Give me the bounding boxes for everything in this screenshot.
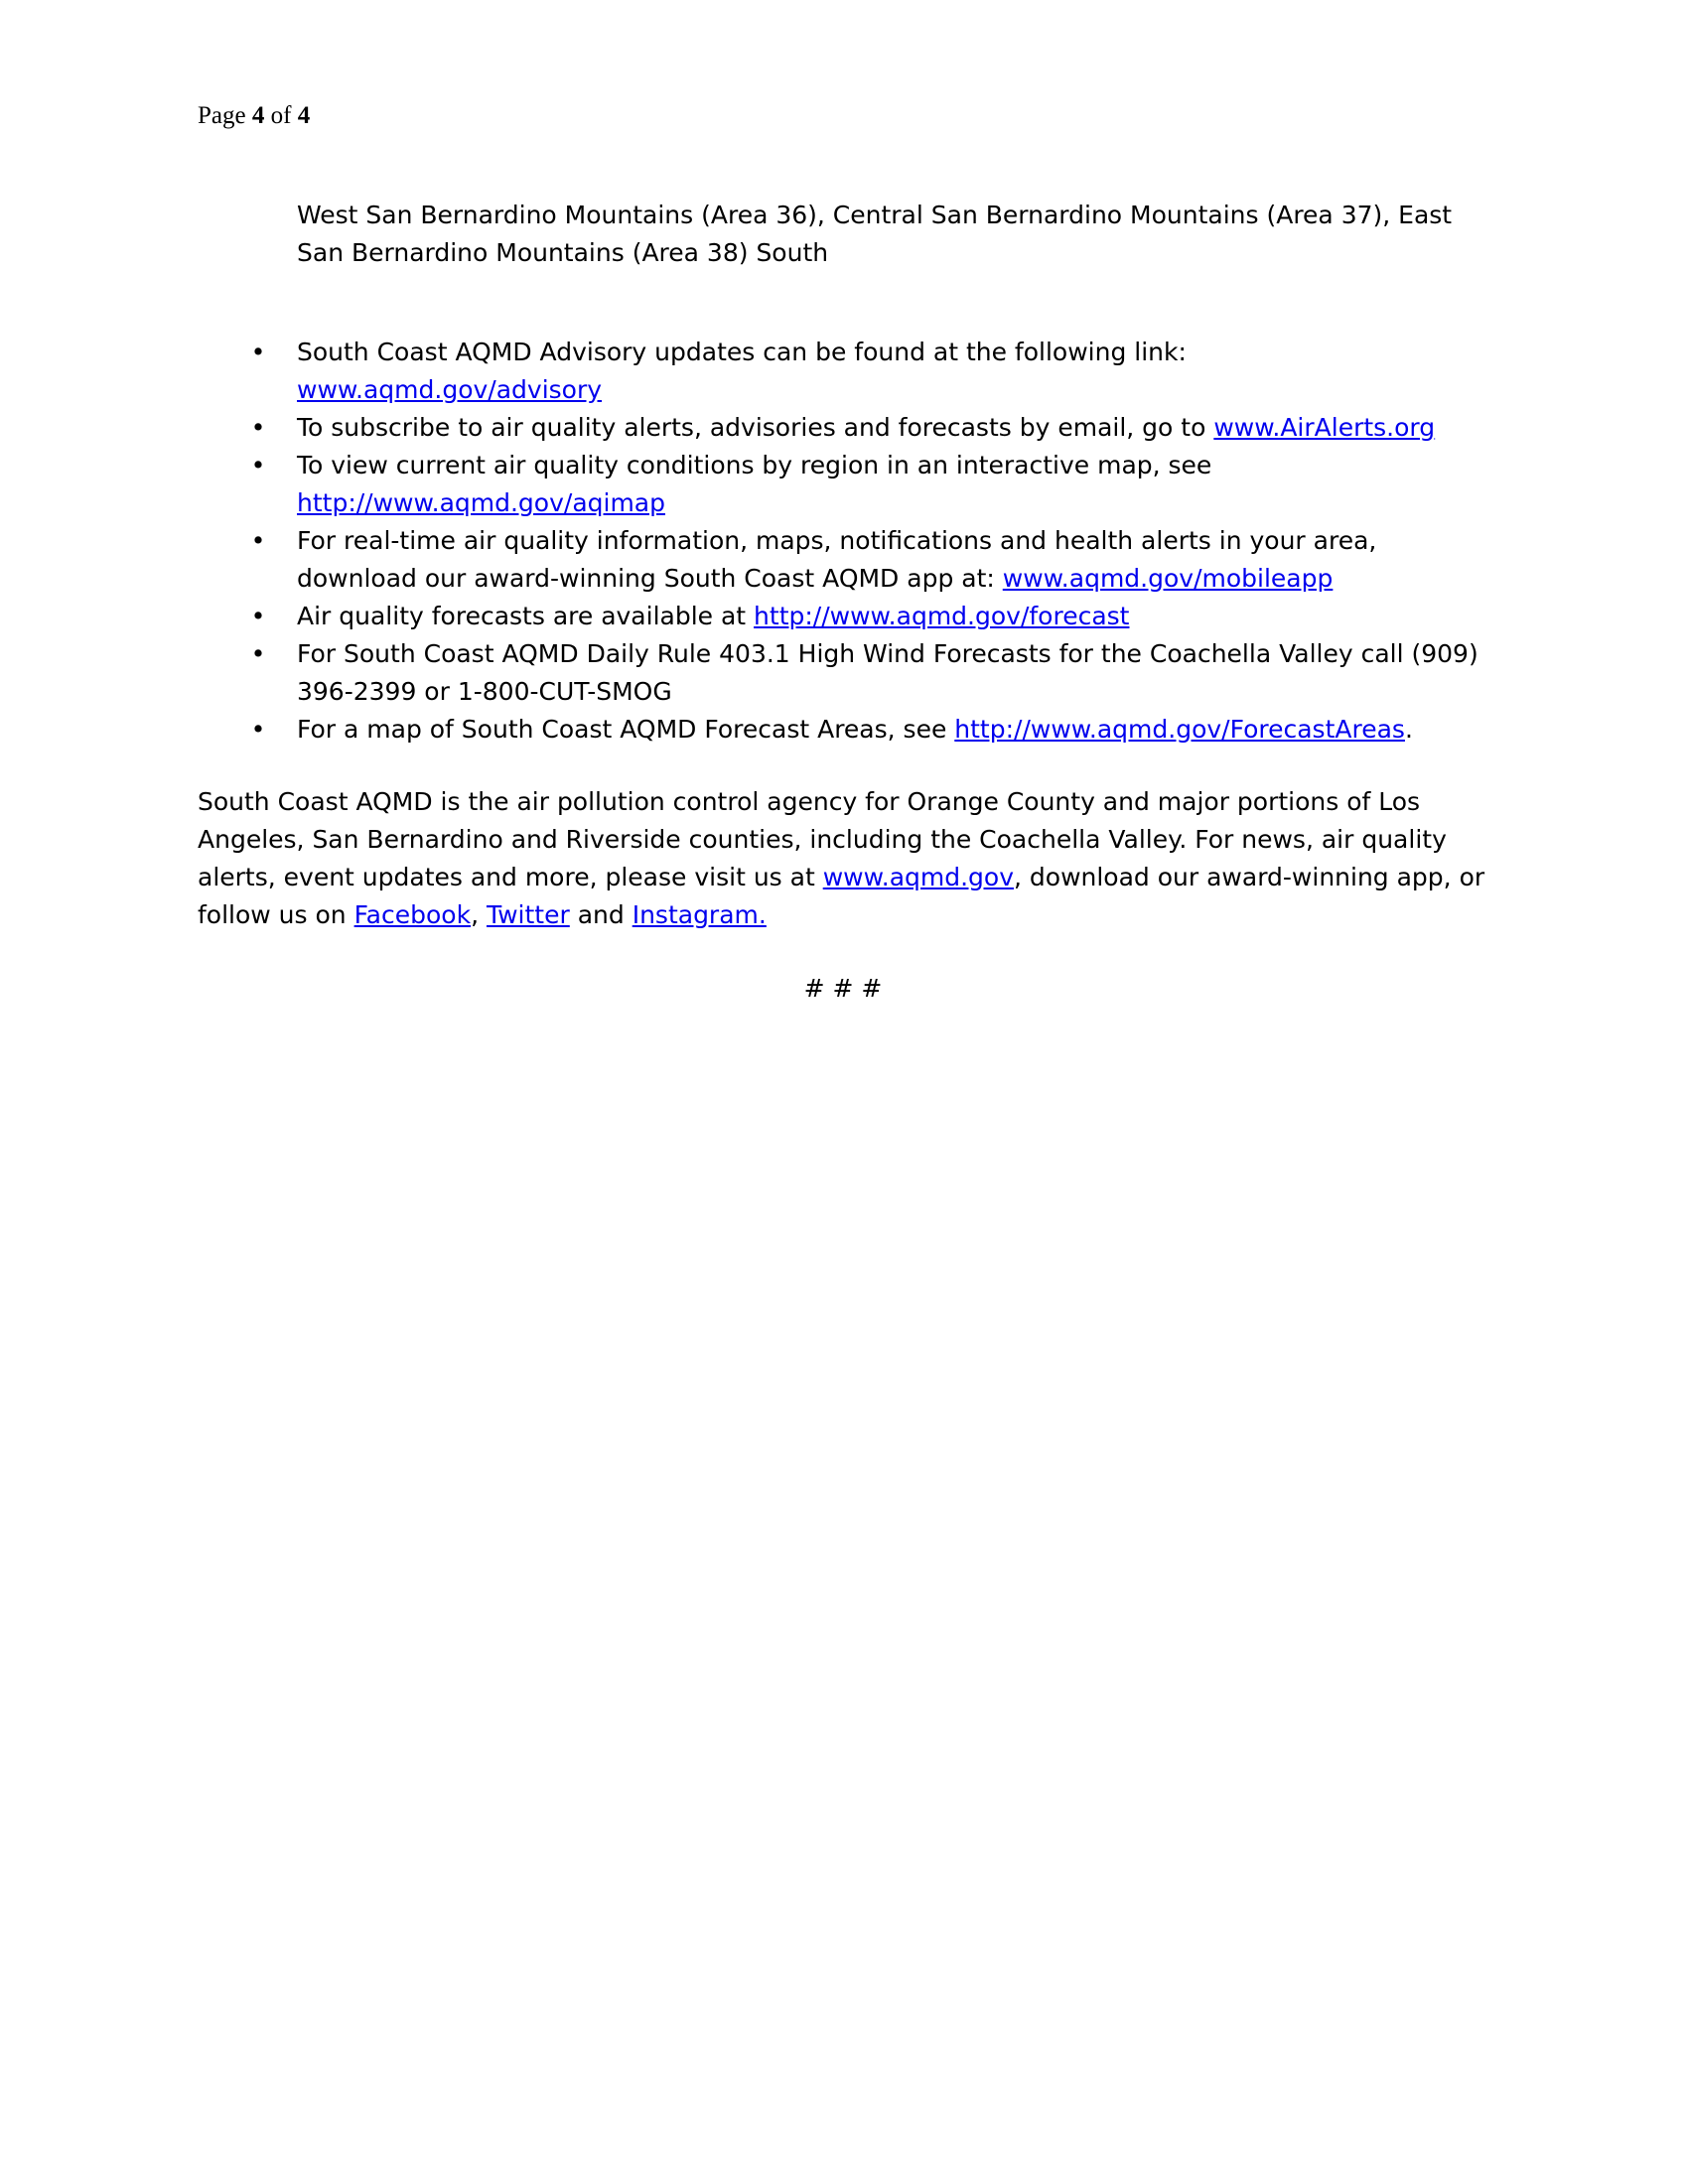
agency-description-paragraph (198, 783, 1488, 934)
and-word: and (569, 900, 633, 929)
forecast-areas-link[interactable]: http://www.aqmd.gov/ForecastAreas (954, 715, 1405, 744)
list-item-high-wind (198, 635, 1488, 711)
document-body (198, 197, 1488, 1008)
period: . (1404, 715, 1413, 744)
page-word: Page (198, 102, 246, 129)
bullet-icon: • (250, 526, 266, 555)
forecast-link[interactable]: http://www.aqmd.gov/forecast (754, 602, 1130, 630)
forecast-text: Air quality forecasts are available at (297, 602, 755, 630)
of-word: of (270, 102, 292, 129)
air-alerts-link[interactable]: www.AirAlerts.org (1213, 413, 1436, 442)
agency-description-text: South Coast AQMD is the air pollution control agency for Orange County and major portions of Los Angeles, San Bernardino and Riverside counties, including the Coachella Valley. For news, air quality alerts, event updates and more, please visit us at (198, 787, 1447, 891)
page-number-header (198, 99, 310, 133)
website-link[interactable]: www.aqmd.gov (822, 863, 1015, 891)
bullet-icon: • (250, 413, 266, 442)
aqi-map-link[interactable]: http://www.aqmd.gov/aqimap (297, 488, 665, 517)
bullet-icon: • (250, 639, 266, 668)
bullet-icon: • (250, 338, 266, 366)
agency-description-text-2: , download our award-winning app, or follow us on (198, 863, 1485, 929)
list-item-subscribe (198, 409, 1488, 447)
high-wind-text: For South Coast AQMD Daily Rule 403.1 High Wind Forecasts for the Coachella Valley call (909) 396-2399 or 1-800-CUT-SMOG (297, 639, 1478, 706)
current-page-number: 4 (251, 102, 265, 129)
list-item-forecast-areas (198, 711, 1488, 749)
comma-separator: , (471, 900, 487, 929)
advisory-text: South Coast AQMD Advisory updates can be found at the following link: (297, 338, 1187, 366)
list-item-advisory (198, 334, 1488, 409)
list-item-map (198, 447, 1488, 522)
mobile-app-link[interactable]: www.aqmd.gov/mobileapp (1002, 564, 1334, 593)
resources-list (198, 334, 1488, 749)
advisory-link[interactable]: www.aqmd.gov/advisory (297, 375, 603, 404)
forecast-areas-text: For a map of South Coast AQMD Forecast Areas, see (297, 715, 955, 744)
bullet-icon: • (250, 602, 266, 630)
instagram-link[interactable]: Instagram. (632, 900, 767, 929)
twitter-link[interactable]: Twitter (486, 900, 570, 929)
subscribe-text: To subscribe to air quality alerts, advisories and forecasts by email, go to (297, 413, 1214, 442)
facebook-link[interactable]: Facebook (353, 900, 472, 929)
forecast-areas-paragraph: West San Bernardino Mountains (Area 36), Central San Bernardino Mountains (Area 37), East San Bernardino Mountains (Area 38) South (297, 201, 1453, 267)
list-item-forecast (198, 598, 1488, 635)
map-text: To view current air quality conditions by region in an interactive map, see (297, 451, 1212, 479)
app-text: For real-time air quality information, maps, notifications and health alerts in your area, download our award-winning South Coast AQMD app at: (297, 526, 1377, 593)
total-pages-number: 4 (297, 102, 311, 129)
list-item-app (198, 522, 1488, 598)
end-of-release-mark: # # # (803, 974, 883, 1003)
bullet-icon: • (250, 451, 266, 479)
bullet-icon: • (250, 715, 266, 744)
